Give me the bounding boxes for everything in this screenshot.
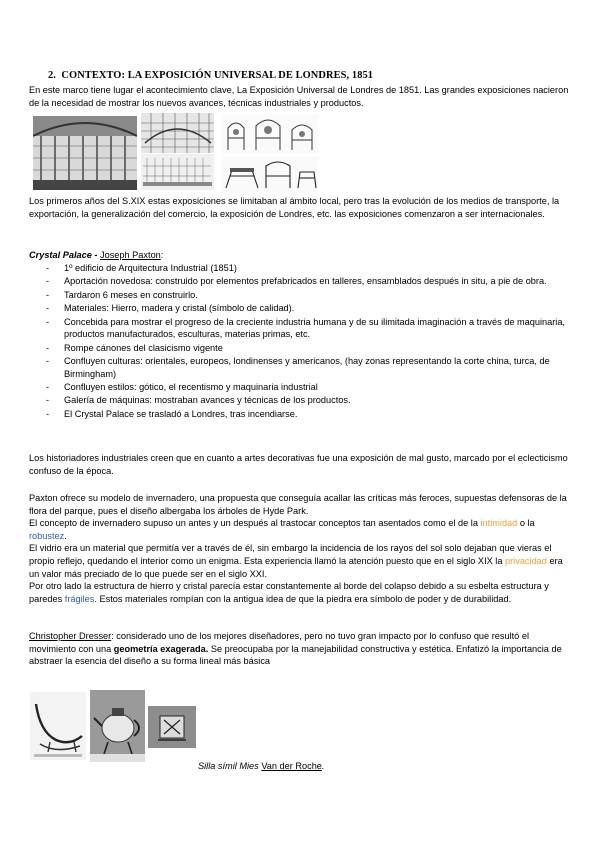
paragraph-international: Los primeros años del S.XIX estas exposiciones se limitaban al ámbito local, pero tras la evolución de los medios de transporte, la exportación, la generalización del comercio, la exposición de Londres, etc. las exposiciones comenzaron a ser internacionales. bbox=[29, 196, 560, 219]
image-caption bbox=[198, 760, 324, 773]
paxton-paragraph-1: Paxton ofrece su modelo de invernadero, una propuesta que conseguía acallar las críticas más feroces, supuestas defensoras de la flora del parque, pues el diseño albergaba los árboles de Hyde Park. bbox=[29, 493, 567, 516]
text-run: . bbox=[64, 530, 67, 541]
paxton-paragraph-4 bbox=[29, 580, 574, 605]
text-run: o la bbox=[517, 518, 535, 529]
list-item: - Aportación novedosa: construido por elementos prefabricados en talleres, ensamblados después in situ, a pie de obra. bbox=[29, 275, 569, 288]
image-crystal-palace-engraving bbox=[141, 154, 214, 190]
title-colon: : bbox=[160, 250, 164, 260]
image-furniture-set bbox=[222, 114, 318, 154]
caption-text: Silla símil Mies bbox=[198, 761, 262, 771]
text-run: . Estos materiales rompían con la antigua idea de que la piedra era símbolo de poder y de durabilidad. bbox=[94, 593, 512, 604]
section-title: CONTEXTO: LA EXPOSICIÓN UNIVERSAL DE LONDRES, 1851 bbox=[61, 70, 374, 81]
caption-end: . bbox=[321, 761, 325, 771]
list-item: - Concebida para mostrar el progreso de la creciente industria humana y de su ilimitada imaginación a través de maquinaria, productos manufacturados, esculturas, materias primas, etc. bbox=[29, 316, 569, 341]
paxton-section bbox=[29, 492, 574, 605]
paxton-paragraph-2 bbox=[29, 517, 574, 542]
text-run: El vidrio era un material que permitía ver a través de él, sin embargo la incidencia de los rayos del sol solo dejaban que vieras el propio reflejo, quedando el interior como un enigma. Esta experiencia llamó la atención puesto que en el siglo XIX la bbox=[29, 543, 552, 566]
keyword-fragiles: frágiles bbox=[64, 593, 95, 604]
caption-link[interactable]: Van der Roche bbox=[261, 761, 322, 771]
list-item: - Confluyen culturas: orientales, europeos, londinenses y americanos, (hay zonas representando la corte china, turca, de Birmingham) bbox=[29, 355, 569, 380]
crystal-palace-bullets bbox=[29, 262, 569, 421]
historians-paragraph: Los historiadores industriales creen que en cuanto a artes decorativas fue una exposición de mal gusto, marcado por el eclecticismo confuso de la época. bbox=[29, 453, 568, 476]
text-run: El concepto de invernadero supuso un antes y un después al trastocar conceptos tan asentados como el de la bbox=[29, 518, 481, 529]
image-dresser-toast-rack bbox=[148, 706, 196, 748]
image-chaise-longue bbox=[30, 692, 86, 760]
crystal-palace-title bbox=[29, 249, 163, 262]
dresser-paragraph bbox=[29, 630, 574, 668]
list-item: - Rompe cánones del clasicismo vigente bbox=[29, 342, 569, 355]
section-number: 2. bbox=[48, 70, 56, 81]
paxton-paragraph-3 bbox=[29, 542, 574, 580]
list-item: - Materiales: Hierro, madera y cristal (símbolo de calidad). bbox=[29, 302, 569, 315]
list-item: - Galería de máquinas: mostraban avances y técnicas de los productos. bbox=[29, 394, 569, 407]
intro-paragraph: En este marco tiene lugar el acontecimiento clave, La Exposición Universal de Londres de 1851. Las grandes exposiciones nacieron de la necesidad de mostrar los nuevos avances, técnicas industriales y productos. bbox=[29, 85, 569, 108]
list-item: - Tardaron 6 meses en construirlo. bbox=[29, 289, 569, 302]
list-item: - 1º edificio de Arquitectura Industrial (1851) bbox=[29, 262, 569, 275]
text-run: era un valor más preciado de lo que puede ser en el siglo XXI. bbox=[29, 555, 563, 579]
list-item: - El Crystal Palace se trasladó a Londres, tras incendiarse. bbox=[29, 408, 569, 421]
keyword-privacidad: privacidad bbox=[505, 555, 547, 566]
image-dresser-teapot bbox=[90, 690, 145, 762]
text-run: : considerado uno de los mejores diseñadores, pero no tuvo gran impacto por lo confuso que resultó el movimiento con una bbox=[29, 631, 529, 654]
text-run: Por otro lado la estructura de hierro y cristal parecía estar constantemente al borde del colapso debido a su esbelta estructura y paredes bbox=[29, 581, 549, 604]
list-item: - Confluyen estilos: gótico, el recentismo y maquinaria industrial bbox=[29, 381, 569, 394]
dresser-link[interactable]: Christopher Dresser bbox=[29, 631, 112, 641]
crystal-palace-label: Crystal Palace - bbox=[29, 250, 98, 260]
author-link[interactable]: Joseph Paxton bbox=[100, 250, 161, 260]
image-ornate-chairs bbox=[222, 156, 318, 192]
section-heading bbox=[48, 70, 373, 83]
keyword-robustez: robustez bbox=[29, 530, 65, 541]
text-run: Se preocupaba por la manejabilidad constructiva y estética. Enfatizó la importancia de abstraer la esencia del diseño a su forma lineal más básica bbox=[29, 643, 562, 667]
keyword-intimidad: intimidad bbox=[480, 518, 518, 529]
bold-term: geometría exagerada. bbox=[113, 643, 209, 654]
image-crystal-palace-construction bbox=[141, 113, 214, 153]
image-crystal-palace-interior bbox=[33, 116, 137, 190]
